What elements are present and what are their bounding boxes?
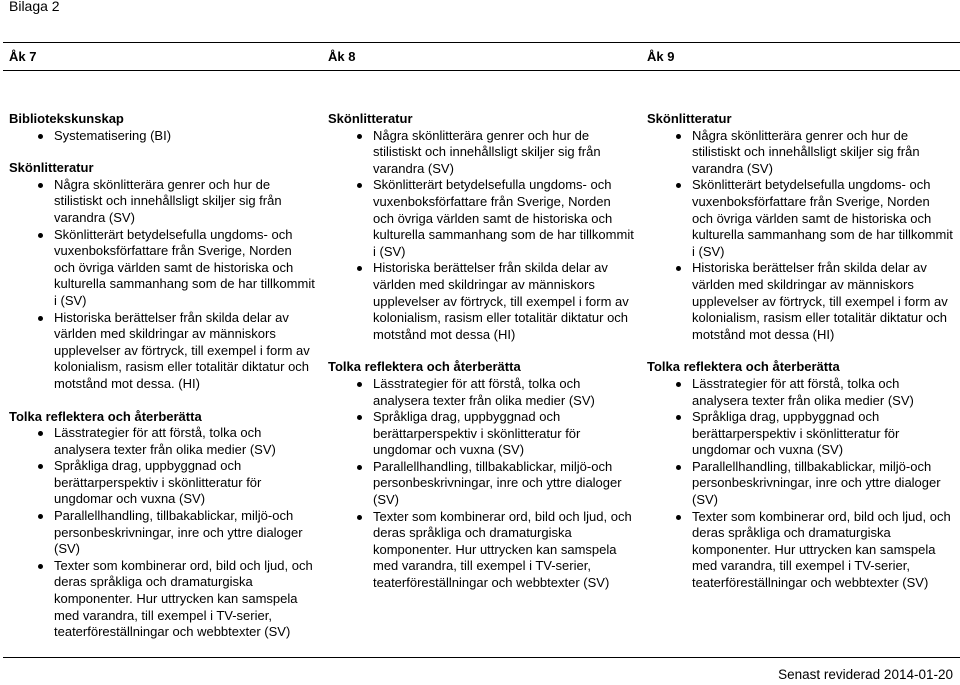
list-item: Historiska berättelser från skilda delar av världen med skildringar av människors upplevelser av förtryck, till exempel i form av kolonialism, rasism eller totalitär diktatur och motstånd mot dessa (HI)	[328, 260, 635, 343]
section-skonlitteratur	[328, 111, 635, 343]
page-label: Bilaga 2	[9, 0, 60, 14]
column-ak7	[3, 71, 322, 658]
list-item: Språkliga drag, uppbyggnad och berättarperspektiv i skönlitteratur för ungdomar och vuxna (SV)	[647, 409, 954, 459]
item-list	[328, 376, 635, 592]
list-item: Skönlitterärt betydelsefulla ungdoms- och vuxenboksförfattare från Sverige, Norden och övriga världen samt de historiska och kulturella sammanhang som de har tillkommit i (SV)	[647, 177, 954, 260]
section-skonlitteratur	[9, 160, 316, 392]
item-list	[328, 128, 635, 344]
section-title: Tolka reflektera och återberätta	[9, 408, 202, 424]
item-list	[647, 128, 954, 344]
column-header-ak7: Åk 7	[3, 43, 322, 71]
list-item: Några skönlitterära genrer och hur de stilistiskt och innehållsligt skiljer sig från varandra (SV)	[328, 128, 635, 178]
section-title: Bibliotekskunskap	[9, 111, 124, 126]
list-item: Några skönlitterära genrer och hur de stilistiskt och innehållsligt skiljer sig från varandra (SV)	[647, 128, 954, 178]
item-list	[9, 128, 316, 145]
table-body-row	[3, 71, 960, 658]
list-item: Historiska berättelser från skilda delar av världen med skildringar av människors upplevelser av förtryck, till exempel i form av kolonialism, rasism eller totalitär diktatur och motstånd mot dessa. (HI)	[9, 310, 316, 393]
list-item: Lässtrategier för att förstå, tolka och analysera texter från olika medier (SV)	[9, 425, 316, 458]
list-item: Systematisering (BI)	[9, 128, 316, 145]
section-tolka	[647, 359, 954, 591]
item-list	[647, 376, 954, 592]
list-item: Språkliga drag, uppbyggnad och berättarperspektiv i skönlitteratur för ungdomar och vuxna (SV)	[328, 409, 635, 459]
list-item: Historiska berättelser från skilda delar av världen med skildringar av människors upplevelser av förtryck, till exempel i form av kolonialism, rasism eller totalitär diktatur och motstånd mot dessa (HI)	[647, 260, 954, 343]
list-item: Parallellhandling, tillbakablickar, miljö-och personbeskrivningar, inre och yttre dialoger (SV)	[647, 459, 954, 509]
section-title: Skönlitteratur	[328, 111, 413, 126]
list-item: Parallellhandling, tillbakablickar, miljö-och personbeskrivningar, inre och yttre dialoger (SV)	[9, 508, 316, 558]
section-tolka	[9, 409, 316, 641]
list-item: Lässtrategier för att förstå, tolka och analysera texter från olika medier (SV)	[328, 376, 635, 409]
column-ak8	[322, 71, 641, 658]
list-item: Några skönlitterära genrer och hur de stilistiskt och innehållsligt skiljer sig från varandra (SV)	[9, 177, 316, 227]
list-item: Lässtrategier för att förstå, tolka och analysera texter från olika medier (SV)	[647, 376, 954, 409]
section-title: Tolka reflektera och återberätta	[647, 359, 840, 375]
list-item: Skönlitterärt betydelsefulla ungdoms- och vuxenboksförfattare från Sverige, Norden och övriga världen samt de historiska och kulturella sammanhang som de har tillkommit i (SV)	[9, 227, 316, 310]
section-bibliotekskunskap	[9, 111, 316, 144]
curriculum-table	[3, 42, 960, 658]
list-item: Parallellhandling, tillbakablickar, miljö-och personbeskrivningar, inre och yttre dialoger (SV)	[328, 459, 635, 509]
list-item: Språkliga drag, uppbyggnad och berättarperspektiv i skönlitteratur för ungdomar och vuxna (SV)	[9, 458, 316, 508]
item-list	[9, 425, 316, 641]
section-title: Skönlitteratur	[9, 160, 94, 176]
table-header-row	[3, 43, 960, 71]
column-header-ak8: Åk 8	[322, 43, 641, 71]
column-ak9	[641, 71, 960, 658]
section-tolka	[328, 359, 635, 591]
list-item: Texter som kombinerar ord, bild och ljud, och deras språkliga och dramaturgiska komponenter. Hur uttrycken kan samspela med varandra, till exempel i TV-serier, teaterföreställningar och webbtexter (SV)	[9, 558, 316, 641]
column-header-ak9: Åk 9	[641, 43, 960, 71]
item-list	[9, 177, 316, 393]
section-title: Skönlitteratur	[647, 111, 732, 126]
list-item: Texter som kombinerar ord, bild och ljud, och deras språkliga och dramaturgiska komponenter. Hur uttrycken kan samspela med varandra, till exempel i TV-serier, teaterföreställningar och webbtexter (SV)	[647, 509, 954, 592]
list-item: Texter som kombinerar ord, bild och ljud, och deras språkliga och dramaturgiska komponenter. Hur uttrycken kan samspela med varandra, till exempel i TV-serier, teaterföreställningar och webbtexter (SV)	[328, 509, 635, 592]
section-skonlitteratur	[647, 111, 954, 343]
list-item: Skönlitterärt betydelsefulla ungdoms- och vuxenboksförfattare från Sverige, Norden och övriga världen samt de historiska och kulturella sammanhang som de har tillkommit i (SV)	[328, 177, 635, 260]
revision-date: Senast reviderad 2014-01-20	[778, 667, 953, 683]
section-title: Tolka reflektera och återberätta	[328, 359, 521, 375]
